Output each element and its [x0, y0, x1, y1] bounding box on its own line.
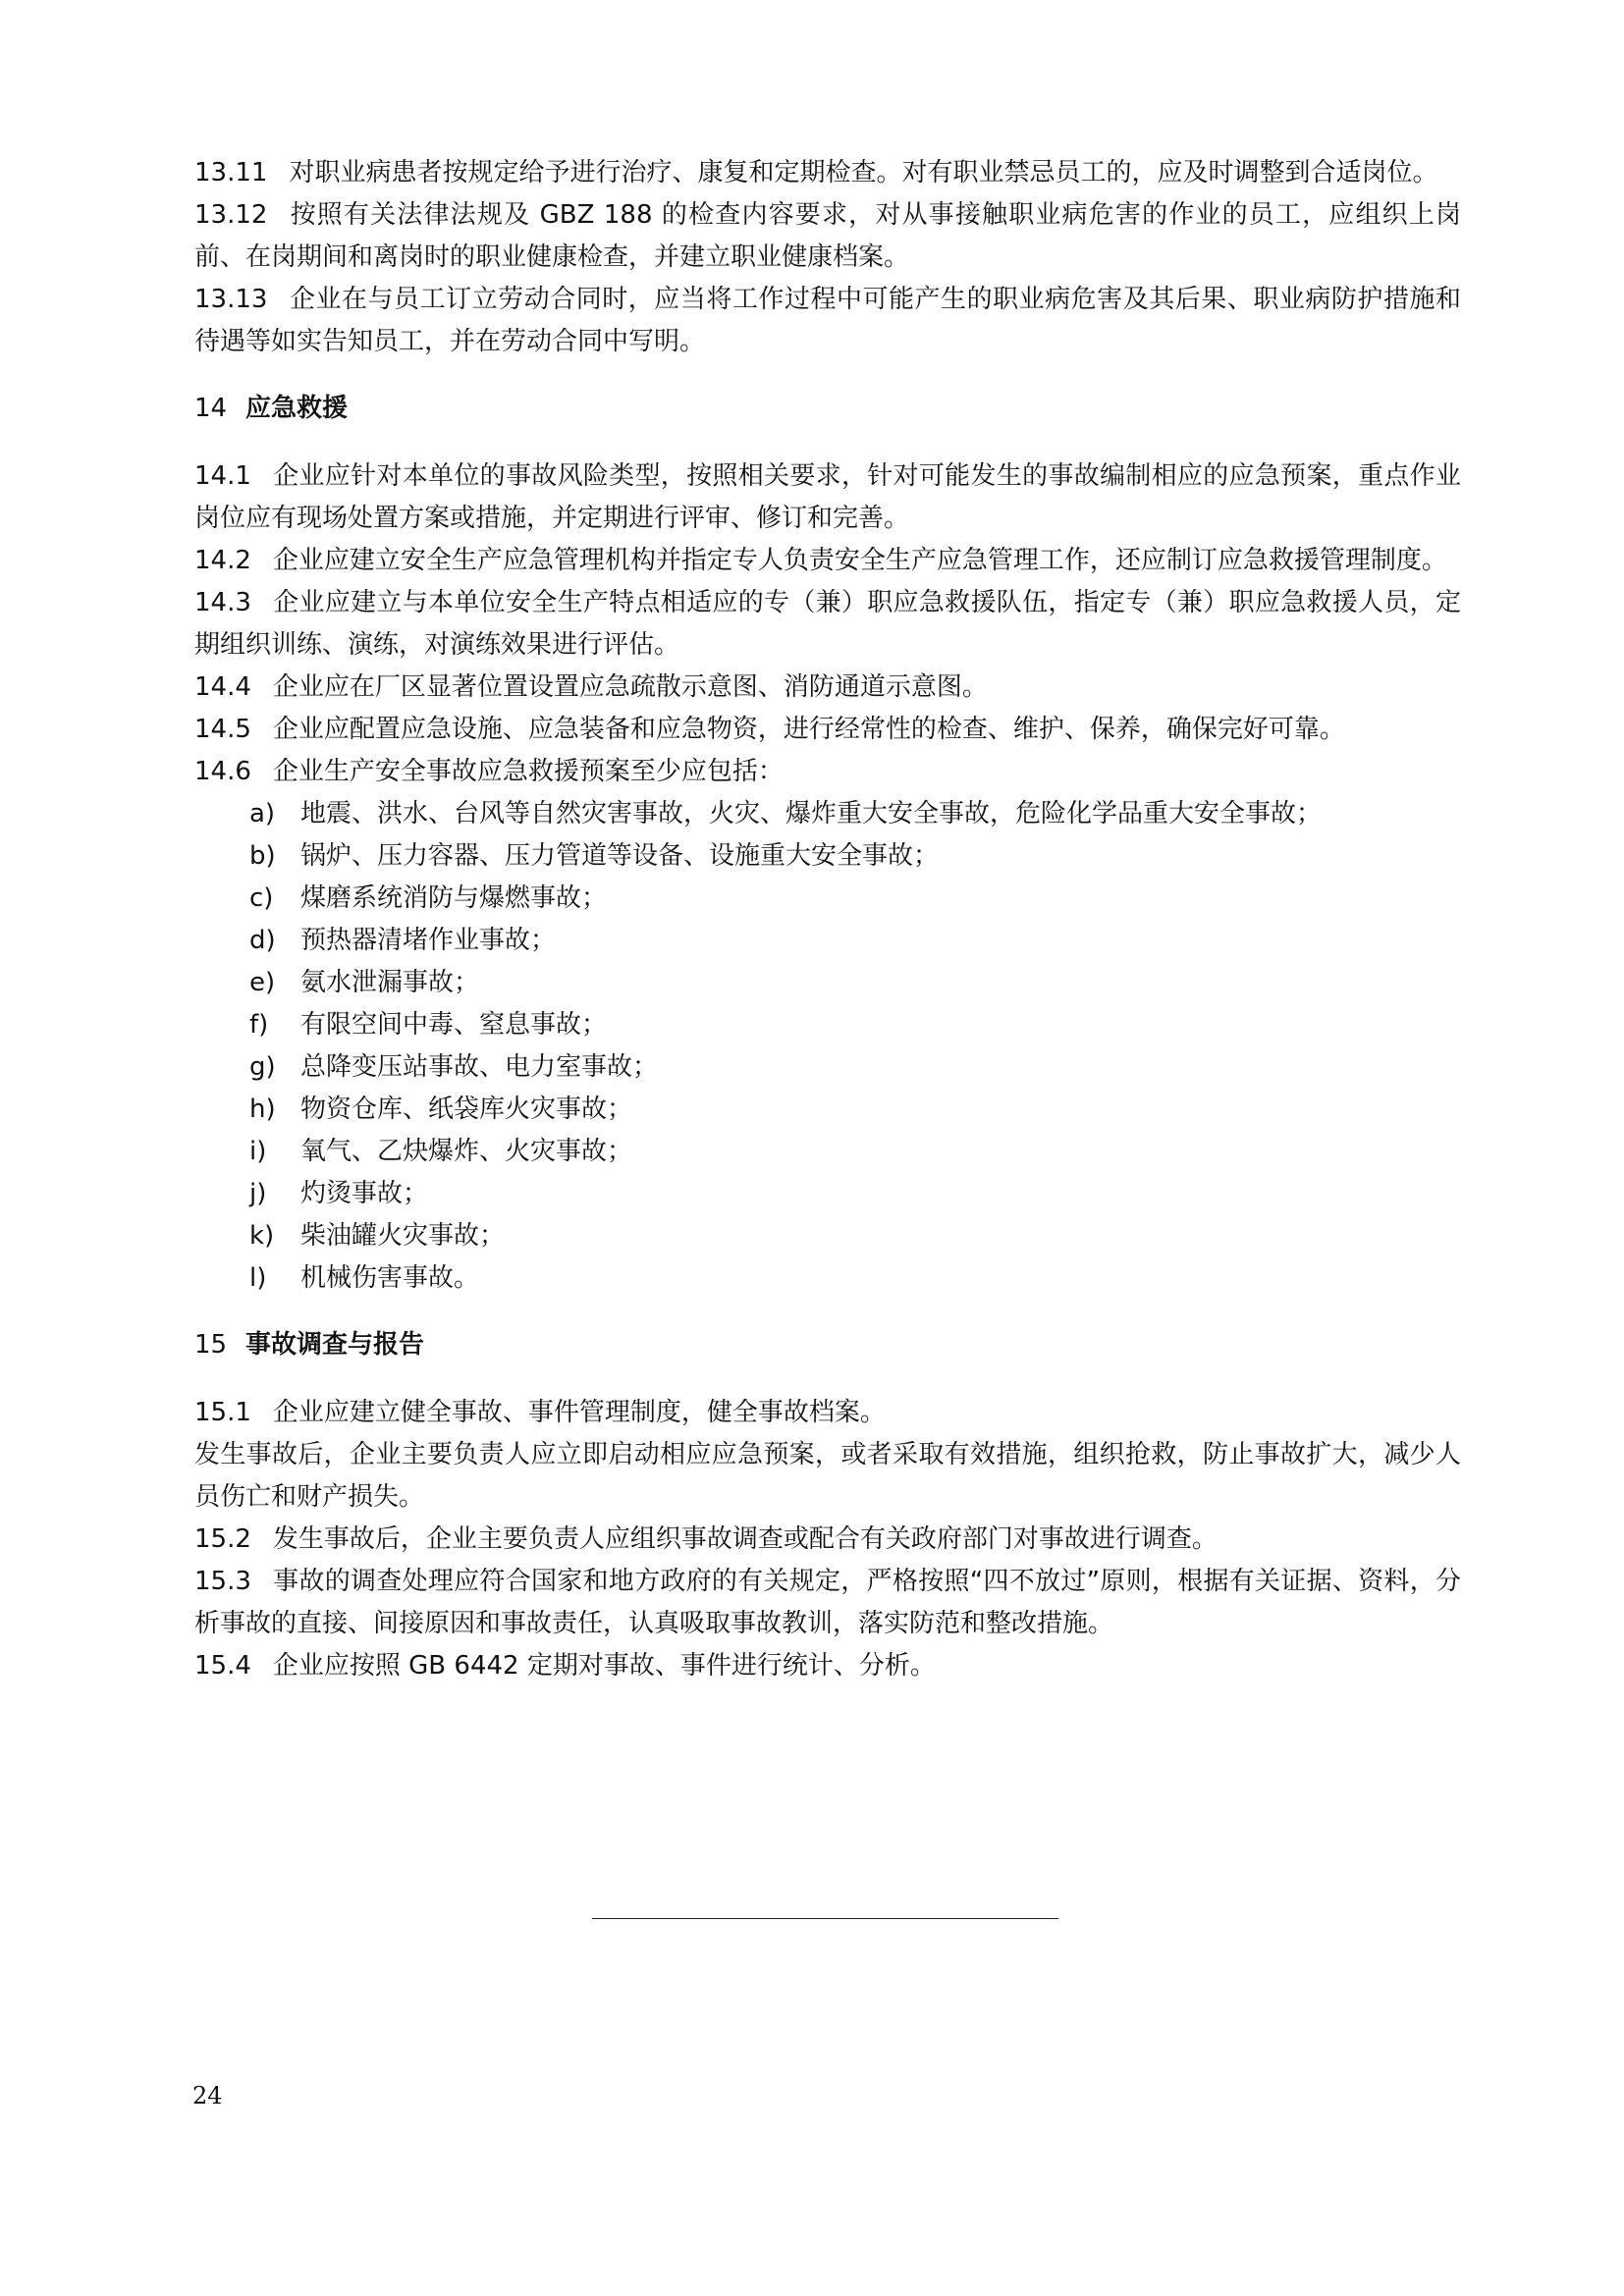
clause-15-2 [194, 1519, 1461, 1561]
section-number: 15 [194, 1330, 228, 1360]
list-marker: c) [249, 883, 274, 913]
list-item-text: 氨水泄漏事故； [300, 968, 480, 997]
clause-text: 企业应按照 GB 6442 定期对事故、事件进行统计、分析。 [272, 1651, 936, 1681]
clause-number: 14.1 [194, 461, 251, 491]
clause-13-13 [194, 279, 1461, 363]
clause-14-5 [194, 709, 1461, 751]
section-heading-14 [194, 388, 1461, 430]
clause-text: 企业在与员工订立劳动合同时，应当将工作过程中可能产生的职业病危害及其后果、职业病防护措施和待遇等如实告知员工，并在劳动合同中写明。 [194, 285, 1461, 356]
list-item-text: 有限空间中毒、窒息事故； [300, 1010, 608, 1040]
clause-14-4 [194, 667, 1461, 709]
list-item [194, 1215, 1461, 1257]
clause-13-11 [194, 152, 1461, 194]
list-item-text: 机械伤害事故。 [300, 1263, 480, 1293]
clause-13-12 [194, 194, 1461, 279]
page-number: 24 [192, 2082, 223, 2109]
clause-number: 13.11 [194, 158, 268, 187]
list-item-text: 物资仓库、纸袋库火灾事故； [300, 1095, 633, 1124]
list-marker: i) [249, 1137, 267, 1166]
list-item-text: 预热器清堵作业事故； [300, 926, 557, 955]
list-item [194, 1046, 1461, 1089]
clause-number: 15.4 [194, 1651, 251, 1681]
clause-15-4 [194, 1645, 1461, 1687]
list-marker: l) [249, 1263, 267, 1293]
clause-text: 对职业病患者按规定给予进行治疗、康复和定期检查。对有职业禁忌员工的，应及时调整到合适岗位。 [289, 158, 1438, 187]
list-marker: h) [249, 1095, 276, 1124]
list-item [194, 1131, 1461, 1173]
emergency-plan-list [194, 793, 1461, 1300]
clause-number: 14.4 [194, 672, 251, 702]
list-marker: b) [249, 841, 276, 871]
clause-14-2 [194, 540, 1461, 582]
clause-15-3 [194, 1561, 1461, 1645]
list-marker: e) [249, 968, 276, 997]
list-item [194, 962, 1461, 1004]
list-item [194, 878, 1461, 920]
list-item-text: 柴油罐火灾事故； [300, 1221, 506, 1251]
clause-number: 13.12 [194, 200, 268, 230]
list-item [194, 1257, 1461, 1300]
section-heading-15 [194, 1324, 1461, 1366]
list-marker: f) [249, 1010, 269, 1040]
clause-number: 14.2 [194, 546, 251, 575]
list-marker: d) [249, 926, 276, 955]
end-of-document-rule [592, 1918, 1058, 1919]
list-item [194, 1173, 1461, 1215]
list-item [194, 1004, 1461, 1046]
clause-14-3 [194, 582, 1461, 667]
list-item [194, 1089, 1461, 1131]
clause-14-1 [194, 455, 1461, 540]
clause-text: 按照有关法律法规及 GBZ 188 的检查内容要求，对从事接触职业病危害的作业的员工，应组织上岗前、在岗期间和离岗时的职业健康检查，并建立职业健康档案。 [194, 200, 1461, 272]
list-marker: j) [249, 1179, 267, 1208]
list-marker: a) [249, 799, 276, 828]
list-item-text: 煤磨系统消防与爆燃事故； [300, 883, 608, 913]
clause-number: 15.3 [194, 1567, 251, 1596]
clause-text: 企业应建立与本单位安全生产特点相适应的专（兼）职应急救援队伍，指定专（兼）职应急救援人员，定期组织训练、演练，对演练效果进行评估。 [194, 588, 1461, 660]
clause-number: 14.5 [194, 715, 251, 744]
clause-number: 13.13 [194, 285, 268, 314]
list-item-text: 氧气、乙炔爆炸、火灾事故； [300, 1137, 633, 1166]
section-title: 应急救援 [245, 394, 349, 423]
list-item-text: 地震、洪水、台风等自然灾害事故，火灾、爆炸重大安全事故，危险化学品重大安全事故； [300, 799, 1323, 828]
list-item-text: 灼烫事故； [300, 1179, 429, 1208]
clause-text: 企业应建立安全生产应急管理机构并指定专人负责安全生产应急管理工作，还应制订应急救援管理制度。 [272, 546, 1447, 575]
clause-number: 15.1 [194, 1398, 251, 1427]
section-title: 事故调查与报告 [245, 1330, 425, 1360]
list-item-text: 锅炉、压力容器、压力管道等设备、设施重大安全事故； [300, 841, 940, 871]
clause-15-1-continuation: 发生事故后，企业主要负责人应立即启动相应应急预案，或者采取有效措施，组织抢救，防止事故扩大，减少人员伤亡和财产损失。 [194, 1440, 1461, 1512]
clause-text: 企业应针对本单位的事故风险类型，按照相关要求，针对可能发生的事故编制相应的应急预案，重点作业岗位应有现场处置方案或措施，并定期进行评审、修订和完善。 [194, 461, 1461, 533]
clause-text: 企业生产安全事故应急救援预案至少应包括： [272, 757, 784, 786]
list-marker: k) [249, 1221, 275, 1251]
list-item [194, 793, 1461, 835]
clause-number: 14.6 [194, 757, 251, 786]
clause-number: 15.2 [194, 1524, 251, 1554]
clause-text: 事故的调查处理应符合国家和地方政府的有关规定，严格按照“四不放过”原则，根据有关证据、资料，分析事故的直接、间接原因和事故责任，认真吸取事故教训，落实防范和整改措施。 [194, 1567, 1461, 1638]
clause-text: 企业应在厂区显著位置设置应急疏散示意图、消防通道示意图。 [272, 672, 988, 702]
clause-15-1 [194, 1392, 1461, 1434]
clause-text: 企业应配置应急设施、应急装备和应急物资，进行经常性的检查、维护、保养，确保完好可靠。 [272, 715, 1345, 744]
list-item-text: 总降变压站事故、电力室事故； [300, 1052, 659, 1082]
list-item [194, 835, 1461, 878]
list-marker: g) [249, 1052, 276, 1082]
clause-text: 发生事故后，企业主要负责人应组织事故调查或配合有关政府部门对事故进行调查。 [272, 1524, 1218, 1554]
list-item [194, 920, 1461, 962]
clause-text: 企业应建立健全事故、事件管理制度，健全事故档案。 [272, 1398, 886, 1427]
section-number: 14 [194, 394, 228, 423]
clause-number: 14.3 [194, 588, 251, 617]
clause-14-6 [194, 751, 1461, 793]
page-content [194, 152, 1461, 1687]
